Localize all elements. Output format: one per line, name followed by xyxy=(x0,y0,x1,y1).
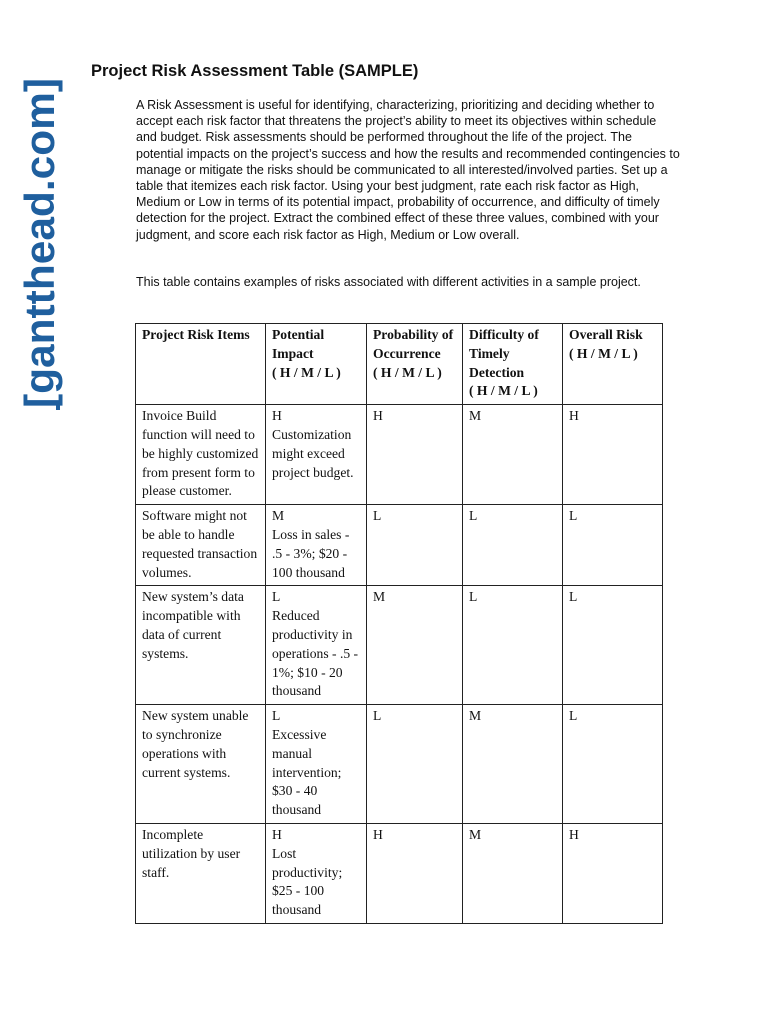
overall-risk-cell: L xyxy=(563,586,663,705)
detection-cell: M xyxy=(463,405,563,505)
table-row xyxy=(136,405,663,505)
risk-assessment-table xyxy=(135,323,663,924)
table-header-row xyxy=(136,324,663,405)
risk-item-cell: Incomplete utilization by user staff. xyxy=(136,823,266,923)
risk-item-cell: New system unable to synchronize operations with current systems. xyxy=(136,705,266,824)
header-scale: ( H / M / L ) xyxy=(373,364,442,380)
impact-note: Lost productivity; $25 - 100 thousand xyxy=(272,845,343,918)
header-label: Potential Impact xyxy=(272,327,325,361)
impact-rating: M xyxy=(272,508,285,524)
overall-risk-cell: H xyxy=(563,405,663,505)
probability-cell: H xyxy=(367,823,463,923)
header-probability xyxy=(367,324,463,405)
detection-cell: M xyxy=(463,823,563,923)
probability-cell: H xyxy=(367,405,463,505)
impact-note: Excessive manual intervention; $30 - 40 thousand xyxy=(272,726,342,818)
impact-cell xyxy=(266,405,367,505)
impact-note: Customization might exceed project budget. xyxy=(272,426,354,480)
header-potential-impact xyxy=(266,324,367,405)
impact-rating: L xyxy=(272,708,281,724)
header-overall-risk xyxy=(563,324,663,405)
probability-cell: M xyxy=(367,586,463,705)
header-label: Project Risk Items xyxy=(142,327,250,342)
probability-cell: L xyxy=(367,505,463,586)
impact-cell xyxy=(266,705,367,824)
header-label: Difficulty of Timely Detection xyxy=(469,327,539,380)
probability-cell: L xyxy=(367,705,463,824)
overall-risk-cell: L xyxy=(563,705,663,824)
detection-cell: L xyxy=(463,505,563,586)
impact-note: Loss in sales - .5 - 3%; $20 - 100 thousand xyxy=(272,526,350,580)
header-label: Overall Risk xyxy=(569,327,643,342)
impact-rating: H xyxy=(272,826,282,842)
table-description: This table contains examples of risks associated with different activities in a sample project. xyxy=(136,275,641,289)
risk-item-cell: Invoice Build function will need to be highly customized from present form to please customer. xyxy=(136,405,266,505)
header-scale: ( H / M / L ) xyxy=(469,383,538,399)
impact-note: Reduced productivity in operations - .5 - 1%; $10 - 20 thousand xyxy=(272,608,359,699)
impact-rating: H xyxy=(272,408,282,424)
impact-rating: L xyxy=(272,589,281,605)
header-risk-items xyxy=(136,324,266,405)
header-scale: ( H / M / L ) xyxy=(569,345,638,361)
table-row xyxy=(136,823,663,923)
intro-paragraph: A Risk Assessment is useful for identifying, characterizing, prioritizing and deciding whether to accept each risk factor that threatens the project’s ability to meet its objectives within schedule and budget. Risk assessments should be performed throughout the life of the project. The potential impacts on the project’s success and how the results and recommended contingencies to manage or mitigate the risks should be communicated to all interested/involved parties. Set up a table that itemizes each risk factor. Using your best judgment, rate each risk factor as High, Medium or Low in terms of its potential impact, probability of occurrence, and difficulty of timely detection for the project. Extract the combined effect of these three values, combined with your judgment, and score each risk factor as High, Medium or Low overall. xyxy=(136,98,680,242)
overall-risk-cell: L xyxy=(563,505,663,586)
header-scale: ( H / M / L ) xyxy=(272,364,341,380)
logo-text: [gantthead.com] xyxy=(16,81,63,408)
gantthead-logo xyxy=(8,40,68,410)
impact-cell xyxy=(266,586,367,705)
table-row xyxy=(136,505,663,586)
overall-risk-cell: H xyxy=(563,823,663,923)
impact-cell xyxy=(266,823,367,923)
detection-cell: M xyxy=(463,705,563,824)
header-label: Probability of Occurrence xyxy=(373,327,454,361)
impact-cell xyxy=(266,505,367,586)
gantthead-logo-graphic xyxy=(8,40,68,410)
table-row xyxy=(136,705,663,824)
risk-item-cell: Software might not be able to handle requested transaction volumes. xyxy=(136,505,266,586)
risk-item-cell: New system’s data incompatible with data of current systems. xyxy=(136,586,266,705)
page-title: Project Risk Assessment Table (SAMPLE) xyxy=(91,62,419,80)
table-row xyxy=(136,586,663,705)
detection-cell: L xyxy=(463,586,563,705)
header-detection xyxy=(463,324,563,405)
